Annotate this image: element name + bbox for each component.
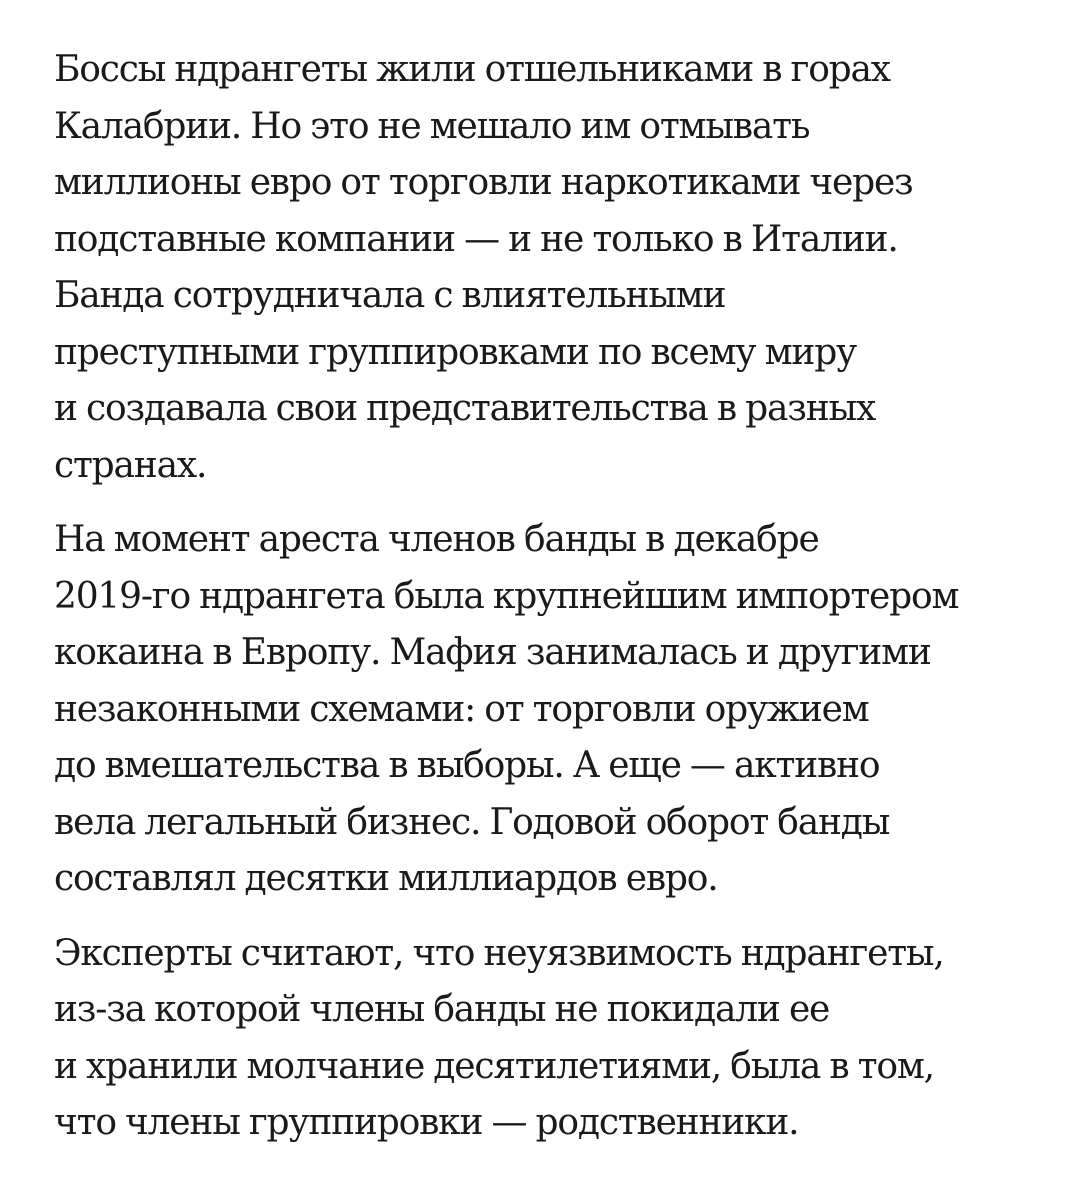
paragraph-3 [54, 926, 1034, 1152]
paragraph-2 [54, 512, 1034, 908]
text-line: преступными группировками по всему миру [54, 331, 857, 373]
text-line: что члены группировки — родственники. [54, 1102, 799, 1143]
text-line: На момент ареста членов банды в декабре [54, 519, 819, 560]
article-body [54, 42, 1034, 1170]
text-line: кокаина в Европу. Мафия занималась и другими [54, 632, 931, 673]
text-line: до вмешательства в выборы. А еще — активно [54, 745, 880, 786]
text-line: Калабрии. Но это не мешало им отмывать [54, 105, 810, 147]
paragraph-1 [54, 42, 1034, 494]
text-line: и создавала свои представительства в разных [54, 388, 876, 429]
text-line: подставные компании — и не только в Италии. [54, 218, 898, 260]
text-line: Эксперты считают, что неуязвимость ндрангеты, [54, 932, 944, 974]
text-line: вела легальный бизнес. Годовой оборот банды [54, 801, 890, 843]
text-line: из-за которой члены банды не покидали ее [54, 989, 830, 1030]
text-line: миллионы евро от торговли наркотиками через [54, 162, 913, 203]
text-line: и хранили молчание десятилетиями, была в том, [54, 1045, 934, 1087]
text-line: Банда сотрудничала с влиятельными [54, 275, 726, 316]
text-line: Боссы ндрангеты жили отшельниками в горах [54, 49, 890, 90]
text-line: составлял десятки миллиардов евро. [54, 858, 718, 899]
text-line: незаконными схемами: от торговли оружием [54, 688, 869, 730]
text-line: 2019-го ндрангета была крупнейшим импортером [54, 575, 959, 617]
text-line: странах. [54, 444, 207, 486]
